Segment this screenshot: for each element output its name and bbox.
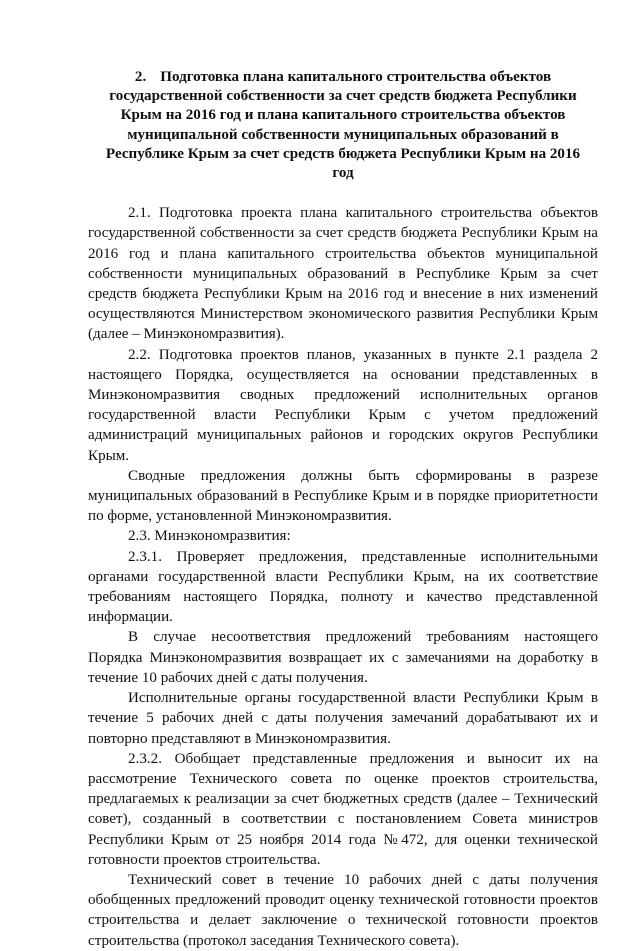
paragraph-2-2: 2.2. Подготовка проектов планов, указанных в пункте 2.1 раздела 2 настоящего Порядка, осуществляется на основании представленных в Минэкономразвития сводных предложений исполнительных органов государственной власти Республики Крым с учетом предложений администраций муниципальных районов и городских округов Республики Крым. bbox=[88, 346, 598, 464]
section-number: 2. bbox=[134, 69, 147, 85]
paragraph-nonconformity: В случае несоответствия предложений требованиям настоящего Порядка Минэкономразвития возвращает их с замечаниями на доработку в течение 10 рабочих дней с даты получения. bbox=[88, 629, 598, 686]
paragraph-2-1: 2.1. Подготовка проекта плана капитального строительства объектов государственной собственности за счет средств бюджета Республики Крым на 2016 год и плана капитального строительства объектов муниципальной собственности муниципальных образований в Республике Крым за счет средств бюджета Республики Крым на 2016 год и внесение в них изменений осуществляются Министерством экономического развития Республики Крым (далее – Минэкономразвития). bbox=[88, 205, 598, 343]
paragraph-2-3-2: 2.3.2. Обобщает представленные предложения и выносит их на рассмотрение Технического совета по оценке проектов строительства, предлагаемых к реализации за счет бюджетных средств (далее – Технический совет), созданный в соответствии с постановлением Совета министров Республики Крым от 25 ноября 2014 года №472, для оценки технической готовности проектов строительства. bbox=[88, 750, 598, 868]
section-title: Подготовка плана капитального строительства объектов государственной собственности за счет средств бюджета Республики Крым на 2016 год и плана капитального строительства объектов муниципальной собственности муниципальных образований в Республике Крым за счет средств бюджета Республики Крым на 2016 год bbox=[105, 69, 581, 182]
paragraph-summary-proposals: Сводные предложения должны быть сформированы в разрезе муниципальных образований в Республике Крым и в порядке приоритетности по форме, установленной Минэкономразвития. bbox=[88, 467, 598, 525]
paragraph-technical-council: Технический совет в течение 10 рабочих дней с даты получения обобщенных предложений проводит оценку технической готовности проектов строительства и делает заключение о технической готовности проектов строительства (протокол заседания Технического совета). bbox=[88, 871, 598, 949]
section-heading bbox=[88, 68, 598, 183]
document-page bbox=[88, 68, 598, 951]
paragraph-resubmission: Исполнительные органы государственной власти Республики Крым в течение 5 рабочих дней с даты получения замечаний дорабатывают их и повторно представляют в Минэкономразвития. bbox=[88, 690, 598, 747]
paragraph-2-3: 2.3. Минэкономразвития: bbox=[128, 528, 291, 545]
paragraph-2-3-1: 2.3.1. Проверяет предложения, представленные исполнительными органами государственной власти Республики Крым, на их соответствие требованиям настоящего Порядка, полноту и качество представленной информации. bbox=[88, 548, 598, 626]
